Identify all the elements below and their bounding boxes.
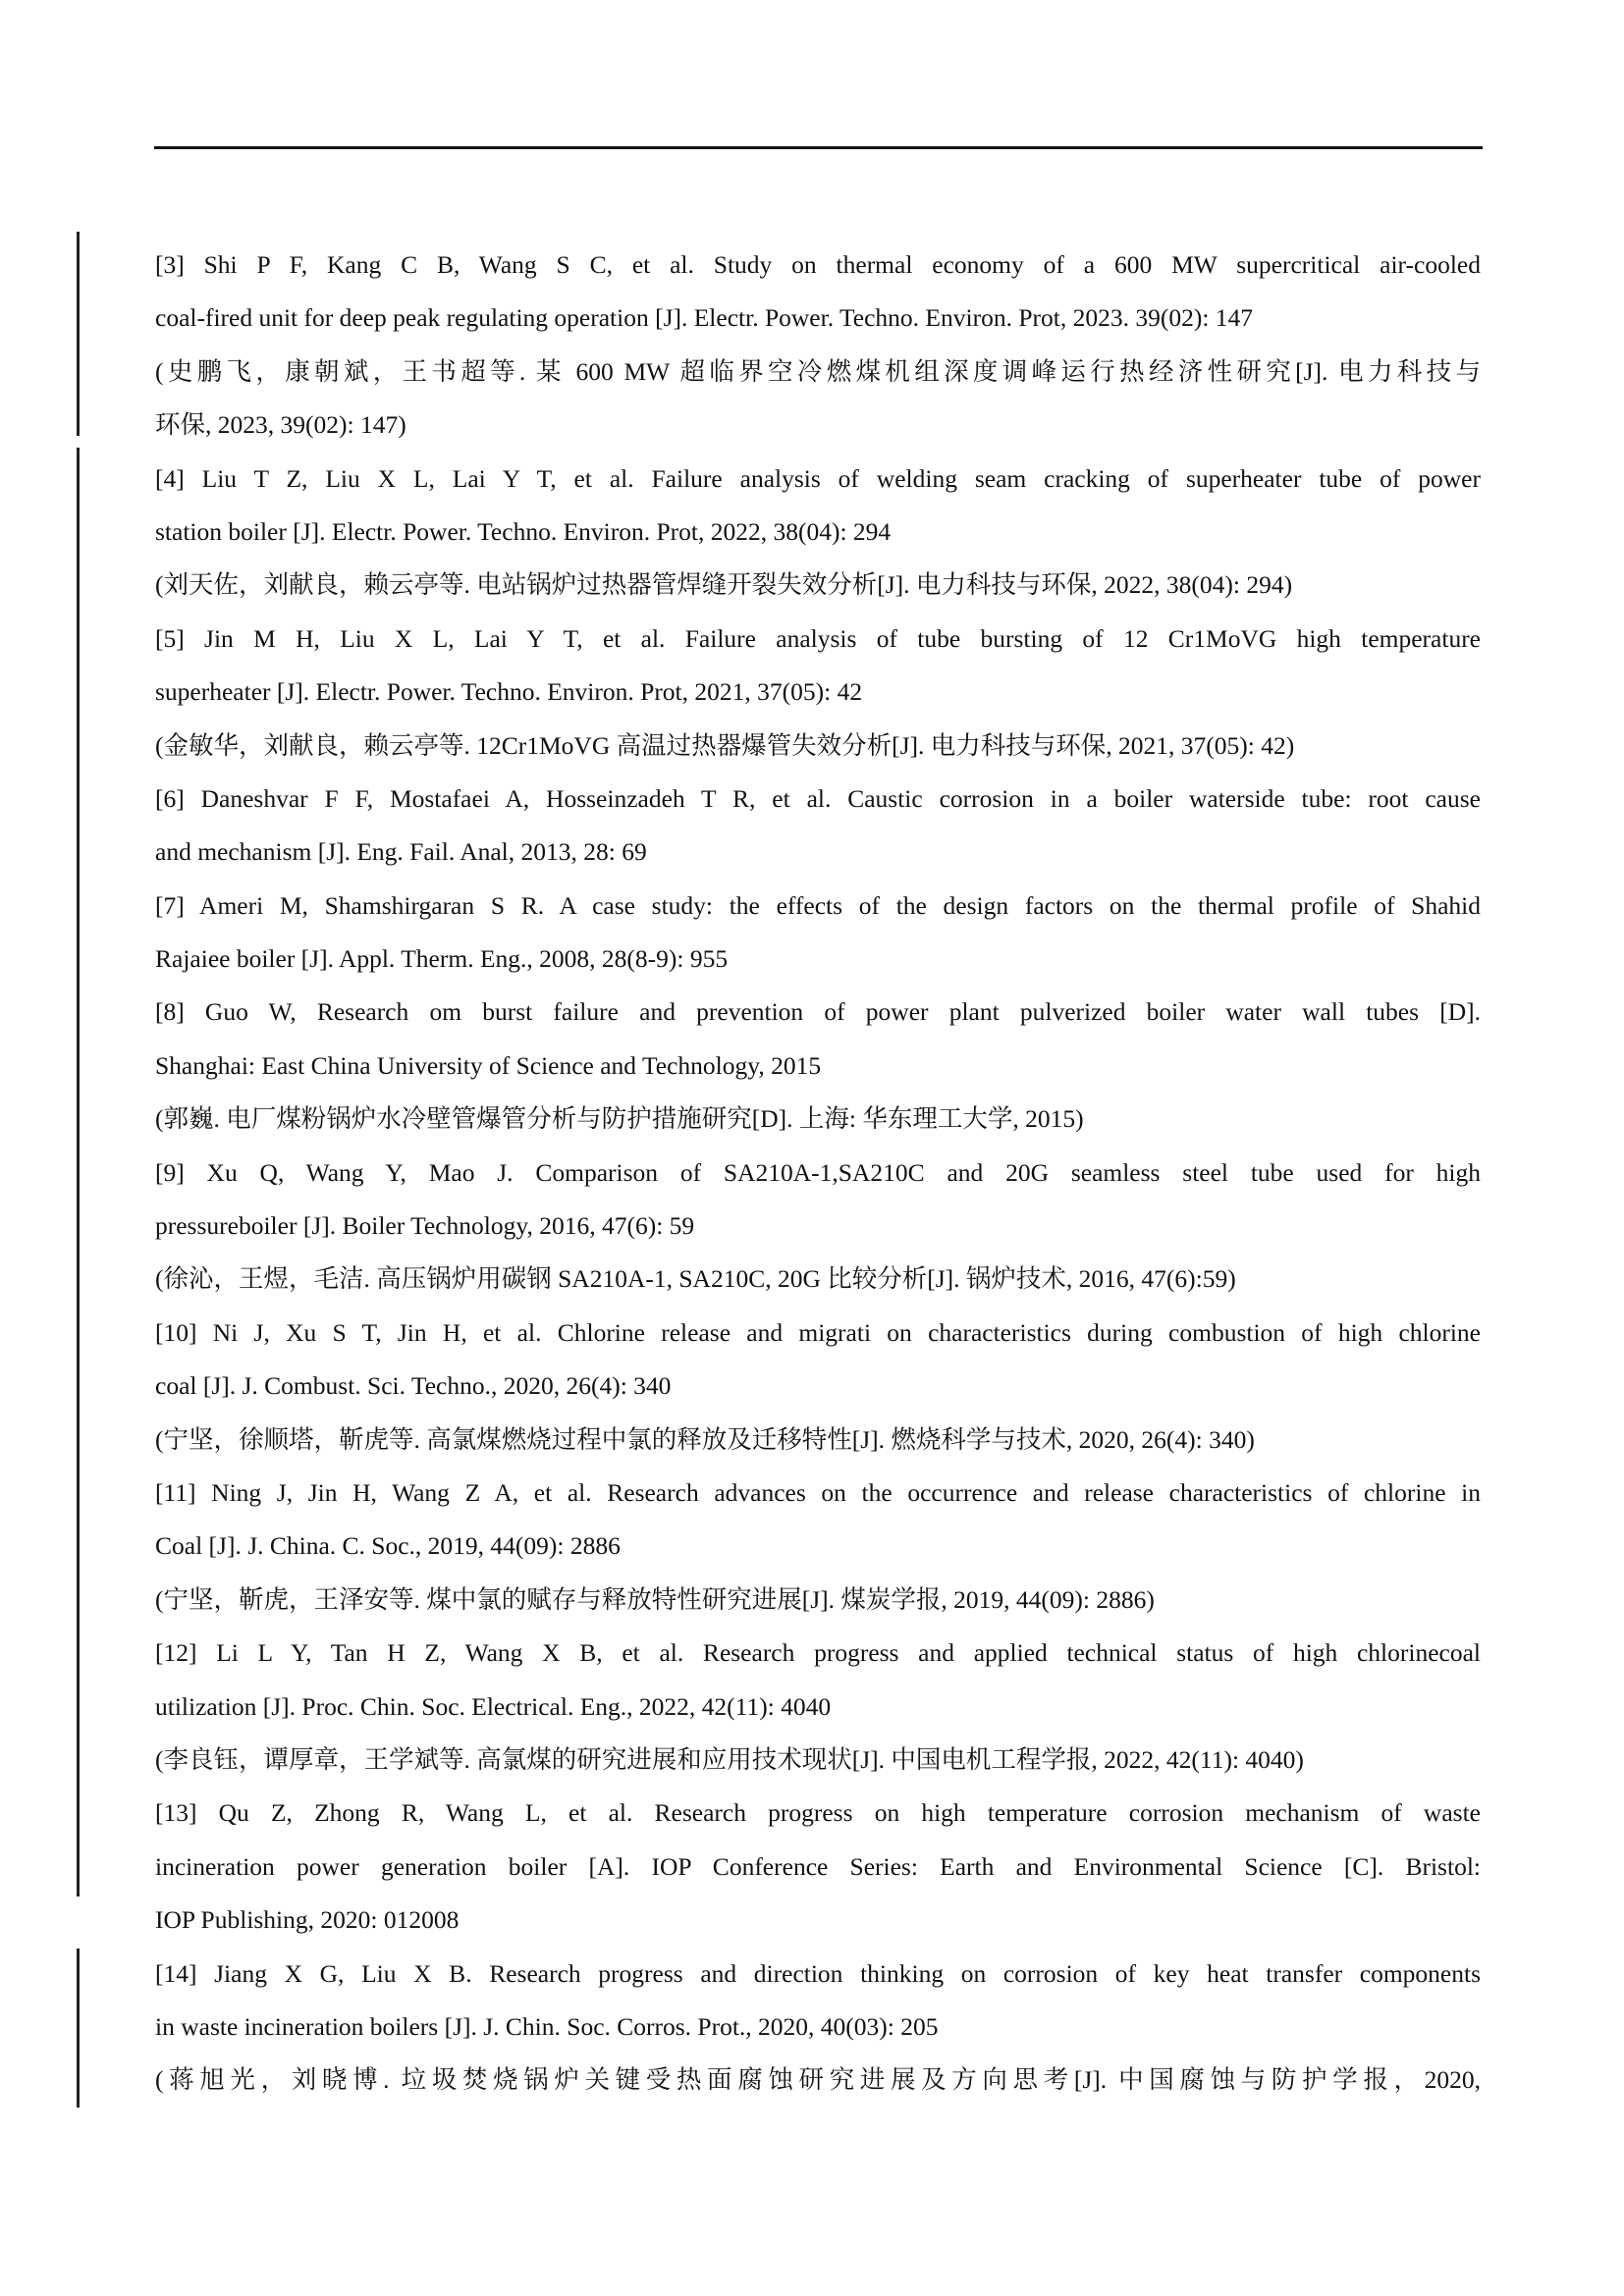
reference-line: (史鹏飞，康朝斌，王书超等. 某 600 MW 超临界空冷燃煤机组深度调峰运行热经济性研究[J]. 电力科技与 bbox=[155, 356, 1481, 386]
reference-line: [14] Jiang X G, Liu X B. Research progress and direction thinking on corrosion of key heat transfer components bbox=[155, 1958, 1481, 1988]
reference-line: (宁坚，徐顺塔，靳虎等. 高氯煤燃烧过程中氯的释放及迁移特性[J]. 燃烧科学与技术, 2020, 26(4): 340) bbox=[155, 1424, 1255, 1454]
reference-line: (刘天佐，刘献良，赖云亭等. 电站锅炉过热器管焊缝开裂失效分析[J]. 电力科技与环保, 2022, 38(04): 294) bbox=[155, 570, 1293, 600]
reference-line: 环保, 2023, 39(02): 147) bbox=[155, 410, 406, 440]
reference-line: utilization [J]. Proc. Chin. Soc. Electrical. Eng., 2022, 42(11): 4040 bbox=[155, 1691, 832, 1721]
reference-line: Coal [J]. J. China. C. Soc., 2019, 44(09): 2886 bbox=[155, 1531, 621, 1561]
revision-change-bar bbox=[77, 448, 80, 1896]
reference-line: superheater [J]. Electr. Power. Techno. Environ. Prot, 2021, 37(05): 42 bbox=[155, 677, 863, 707]
reference-line: [11] Ning J, Jin H, Wang Z A, et al. Research advances on the occurrence and release characteristics of chlorine in bbox=[155, 1477, 1481, 1507]
reference-line: [6] Daneshvar F F, Mostafaei A, Hosseinzadeh T R, et al. Caustic corrosion in a boiler waterside tube: root cause bbox=[155, 783, 1481, 813]
reference-line: (金敏华，刘献良，赖云亭等. 12Cr1MoVG 高温过热器爆管失效分析[J]. 电力科技与环保, 2021, 37(05): 42) bbox=[155, 730, 1295, 760]
reference-line: [8] Guo W, Research om burst failure and prevention of power plant pulverized boiler water wall tubes [D]. bbox=[155, 997, 1481, 1027]
reference-line: coal [J]. J. Combust. Sci. Techno., 2020, 26(4): 340 bbox=[155, 1371, 672, 1401]
header-rule bbox=[154, 146, 1483, 149]
reference-line: [10] Ni J, Xu S T, Jin H, et al. Chlorine release and migrati on characteristics during combustion of high chlorine bbox=[155, 1317, 1481, 1347]
reference-line: Rajaiee boiler [J]. Appl. Therm. Eng., 2008, 28(8-9): 955 bbox=[155, 944, 729, 974]
reference-line: (蒋旭光，刘晓博. 垃圾焚烧锅炉关键受热面腐蚀研究进展及方向思考[J]. 中国腐蚀与防护学报，2020, bbox=[155, 2065, 1481, 2095]
reference-line: [7] Ameri M, Shamshirgaran S R. A case study: the effects of the design factors on the thermal profile of Shahid bbox=[155, 890, 1481, 920]
reference-line: [4] Liu T Z, Liu X L, Lai Y T, et al. Failure analysis of welding seam cracking of superheater tube of power bbox=[155, 463, 1481, 493]
reference-line: [3] Shi P F, Kang C B, Wang S C, et al. Study on thermal economy of a 600 MW supercritical air-cooled bbox=[155, 250, 1481, 279]
reference-line: station boiler [J]. Electr. Power. Techno. Environ. Prot, 2022, 38(04): 294 bbox=[155, 516, 892, 546]
reference-line: [13] Qu Z, Zhong R, Wang L, et al. Research progress on high temperature corrosion mechanism of waste bbox=[155, 1798, 1481, 1828]
reference-line: (李良钰，谭厚章，王学斌等. 高氯煤的研究进展和应用技术现状[J]. 中国电机工程学报, 2022, 42(11): 4040) bbox=[155, 1744, 1304, 1774]
revision-change-bar bbox=[77, 1949, 80, 2108]
reference-line: IOP Publishing, 2020: 012008 bbox=[155, 1905, 460, 1935]
reference-list bbox=[155, 239, 1481, 2108]
reference-line: (徐沁，王煜，毛洁. 高压锅炉用碳钢 SA210A-1, SA210C, 20G 比较分析[J]. 锅炉技术, 2016, 47(6):59) bbox=[155, 1264, 1236, 1294]
reference-line: [12] Li L Y, Tan H Z, Wang X B, et al. Research progress and applied technical status of high chlorinecoal bbox=[155, 1638, 1481, 1668]
reference-line: pressureboiler [J]. Boiler Technology, 2016, 47(6): 59 bbox=[155, 1211, 695, 1241]
revision-change-bar bbox=[77, 232, 80, 436]
reference-line: [5] Jin M H, Liu X L, Lai Y T, et al. Failure analysis of tube bursting of 12 Cr1MoVG high temperature bbox=[155, 623, 1481, 653]
reference-line: (郭巍. 电厂煤粉锅炉水冷壁管爆管分析与防护措施研究[D]. 上海: 华东理工大学, 2015) bbox=[155, 1104, 1084, 1134]
reference-line: incineration power generation boiler [A]. IOP Conference Series: Earth and Environmental Science [C]. Bristol: bbox=[155, 1851, 1481, 1881]
reference-line: Shanghai: East China University of Science and Technology, 2015 bbox=[155, 1050, 822, 1080]
reference-line: (宁坚，靳虎，王泽安等. 煤中氯的赋存与释放特性研究进展[J]. 煤炭学报, 2019, 44(09): 2886) bbox=[155, 1584, 1155, 1614]
reference-line: [9] Xu Q, Wang Y, Mao J. Comparison of SA210A-1,SA210C and 20G seamless steel tube used for high bbox=[155, 1157, 1481, 1187]
reference-line: and mechanism [J]. Eng. Fail. Anal, 2013, 28: 69 bbox=[155, 837, 647, 867]
reference-line: coal-fired unit for deep peak regulating operation [J]. Electr. Power. Techno. Environ. Prot, 2023. 39(02): 147 bbox=[155, 303, 1254, 333]
reference-line: in waste incineration boilers [J]. J. Chin. Soc. Corros. Prot., 2020, 40(03): 205 bbox=[155, 2011, 939, 2041]
